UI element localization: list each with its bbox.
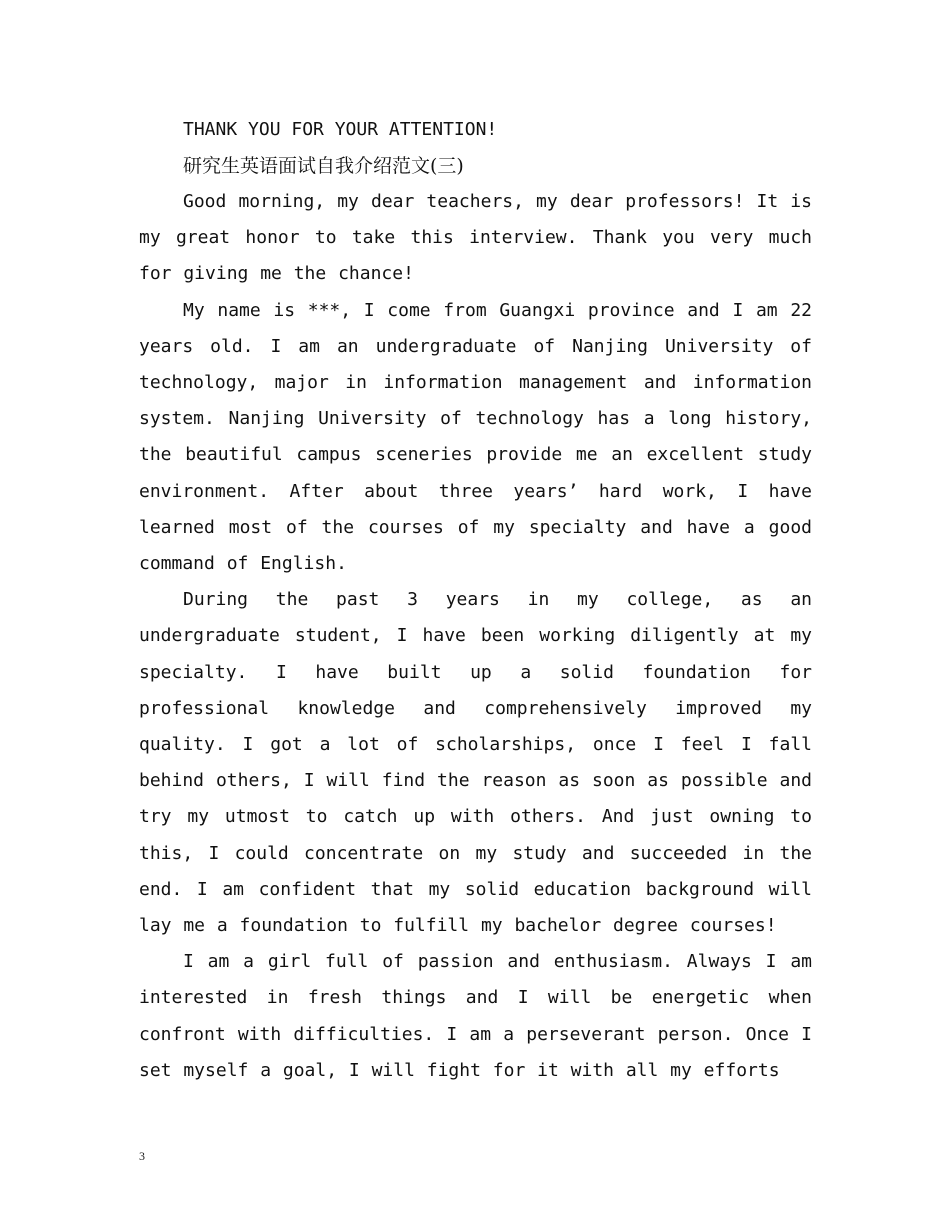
closing-line: THANK YOU FOR YOUR ATTENTION! bbox=[183, 119, 498, 140]
page-content bbox=[139, 112, 812, 1089]
page-number: 3 bbox=[139, 1149, 145, 1163]
paragraph-personality: I am a girl full of passion and enthusiasm. Always I am interested in fresh things and I will be energetic when confront with difficulties. I am a perseverant person. Once I set myself a goal, I will fight for it with all my efforts bbox=[139, 951, 812, 1081]
paragraph-introduction: My name is ***, I come from Guangxi province and I am 22 years old. I am an undergraduate of Nanjing University of technology, major in information management and information system. Nanjing University of technology has a long history, the beautiful campus sceneries provide me an excellent study environment. After about three years’ hard work, I have learned most of the courses of my specialty and have a good command of English. bbox=[139, 299, 812, 575]
paragraph-greeting: Good morning, my dear teachers, my dear professors! It is my great honor to take this interview. Thank you very much for giving me the chance! bbox=[139, 191, 812, 285]
paragraph-college-study: During the past 3 years in my college, as an undergraduate student, I have been working diligently at my specialty. I have built up a solid foundation for professional knowledge and comprehensively improved my quality. I got a lot of scholarships, once I feel I fall behind others, I will find the reason as soon as possible and try my utmost to catch up with others. And just owning to this, I could concentrate on my study and succeeded in the end. I am confident that my solid education background will lay me a foundation to fulfill my bachelor degree courses! bbox=[139, 589, 812, 937]
section-title: 研究生英语面试自我介绍范文(三) bbox=[183, 155, 464, 177]
